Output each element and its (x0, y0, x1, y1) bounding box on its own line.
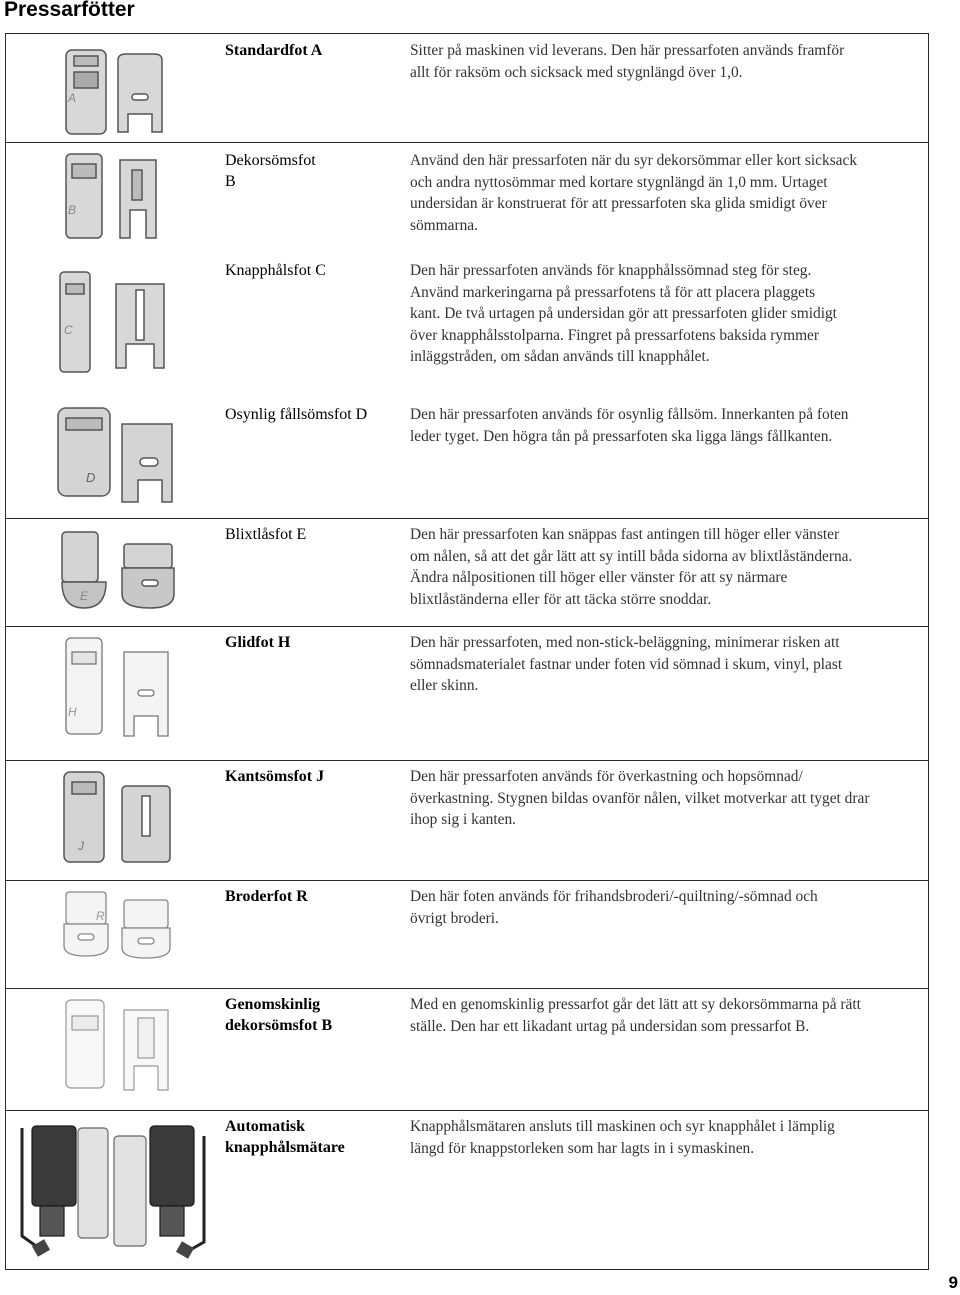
foot-name: Glidfot H (225, 634, 291, 651)
presser-foot-j-illustration (46, 768, 186, 868)
table-row (6, 524, 928, 624)
table-row (6, 260, 928, 390)
table-row (6, 766, 928, 876)
table-row (6, 150, 928, 250)
table-row (6, 404, 928, 512)
foot-description: Med en genomskinlig pressarfot går det lätt att sy dekorsömmarna på rätt ställe. Den har ett likadant urtag på undersidan som pressarfot B. (410, 996, 861, 1035)
presser-foot-d-illustration (46, 404, 186, 508)
automatic-buttonhole-sensor-illustration (10, 1116, 220, 1264)
foot-name: Knapphålsfot C (225, 262, 326, 279)
page-title: Pressarfötter (4, 0, 135, 21)
foot-description: Den här foten används för frihandsbroderi/-quiltning/-sömnad och övrigt broderi. (410, 888, 818, 927)
row-divider (6, 760, 928, 761)
row-divider (6, 518, 928, 519)
foot-description: Den här pressarfoten används för knapphålssömnad steg för steg. Använd markeringarna på pressarfotens tå för att placera plaggets kant. De två urtagen på undersidan gör att pressarfoten glider smidigt över knapphålsstolparna. Fingret på pressarfotens baksida rymmer inläggstråden, om sådan används till knapphålet. (410, 262, 837, 366)
foot-name: Blixtlåsfot E (225, 526, 307, 543)
foot-description: Knapphålsmätaren ansluts till maskinen och syr knapphålet i lämplig längd för knappstorleken som har lagts in i symaskinen. (410, 1118, 835, 1157)
foot-description: Använd den här pressarfoten när du syr dekorsömmar eller kort sicksack och andra nyttosömmar med kortare stygnlängd än 1,0 mm. Urtaget undersidan är konstruerat för att pressarfoten ska glida smidigt över sömmarna. (410, 152, 858, 234)
foot-name: Automatisk knapphålsmätare (225, 1118, 345, 1156)
letter-h: H (68, 705, 77, 719)
foot-name: Standardfot A (225, 42, 323, 59)
letter-d: D (86, 470, 96, 485)
foot-description: Den här pressarfoten används för osynlig fållsöm. Innerkanten på foten leder tyget. Den högra tån på pressarfoten ska ligga längs fållkanten. (410, 406, 849, 445)
presser-foot-e-illustration (46, 528, 186, 620)
table-row (6, 632, 928, 752)
foot-name: Broderfot R (225, 888, 308, 905)
row-divider (6, 1110, 928, 1111)
presser-foot-clear-b-illustration (46, 994, 186, 1096)
foot-name: Dekorsömsfot B (225, 152, 316, 190)
presser-foot-table (5, 33, 929, 1270)
row-divider (6, 626, 928, 627)
table-row (6, 994, 928, 1104)
letter-c: C (64, 323, 73, 337)
presser-foot-a-illustration (46, 44, 186, 140)
foot-name: Genomskinlig dekorsömsfot B (225, 996, 333, 1034)
presser-foot-b-illustration (46, 150, 186, 246)
foot-description: Den här pressarfoten används för överkastning och hopsömnad/ överkastning. Stygnen bildas ovanför nålen, vilket motverkar att tyget drar ihop sig i kanten. (410, 768, 870, 829)
letter-j: J (78, 839, 84, 853)
letter-r: R (96, 909, 105, 923)
table-row (6, 886, 928, 986)
presser-foot-h-illustration (46, 632, 186, 744)
foot-name: Osynlig fållsömsfot D (225, 406, 368, 423)
row-divider (6, 142, 928, 143)
presser-foot-r-illustration (46, 886, 186, 962)
row-divider (6, 988, 928, 989)
letter-e: E (80, 589, 89, 603)
foot-name: Kantsömsfot J (225, 768, 325, 785)
foot-description: Sitter på maskinen vid leverans. Den här pressarfoten används framför allt för raksöm och sicksack med stygnlängd över 1,0. (410, 42, 845, 81)
foot-description: Den här pressarfoten, med non-stick-beläggning, minimerar risken att sömnadsmaterialet fastnar under foten vid sömnad i skum, vinyl, plast eller skinn. (410, 634, 843, 695)
row-divider (6, 880, 928, 881)
page-number: 9 (948, 1273, 958, 1292)
presser-foot-c-illustration (46, 264, 186, 382)
foot-description: Den här pressarfoten kan snäppas fast antingen till höger eller vänster om nålen, så att det går lätt att sy intill båda sidorna av blixtlåständerna. Ändra nålpositionen till höger eller vänster för att sy närmare blixtlåständerna eller för att täcka större snoddar. (410, 526, 853, 608)
table-row (6, 40, 928, 146)
table-row (6, 1116, 928, 1266)
letter-b: B (68, 203, 77, 217)
letter-a: A (68, 91, 77, 105)
